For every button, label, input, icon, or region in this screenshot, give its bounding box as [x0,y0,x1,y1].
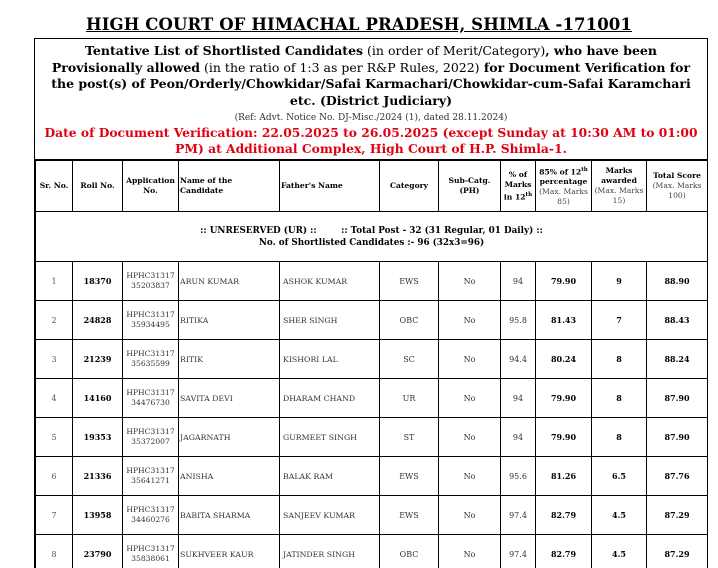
col-total [647,161,708,212]
cell-father: SHER SINGH [280,301,380,340]
application-no-part1: HPHC31317 [124,388,177,398]
application-no-part1: HPHC31317 [124,310,177,320]
advt-reference: (Ref: Advt. Notice No. DJ-Misc./2024 (1), dated 28.11.2024) [43,112,699,124]
cell-subcat: No [439,457,501,496]
cell-father: JATINDER SINGH [280,535,380,568]
cell-total: 87.90 [647,379,708,418]
court-title: HIGH COURT OF HIMACHAL PRADESH, SHIMLA -171001 [0,15,718,34]
table-row [36,340,708,379]
table-row [36,418,708,457]
cell-subcat: No [439,496,501,535]
cell-total: 88.24 [647,340,708,379]
cell-name: RITIK [179,340,280,379]
heading-part: , who have been Provisionally allowed [52,43,657,75]
cell-marks12: 97.4 [501,535,536,568]
cell-category: SC [380,340,439,379]
col-pct85-sub: (Max. Marks 85) [539,187,588,206]
col-marks12-label: % of Marks in 12 [504,170,532,202]
col-awarded [592,161,647,212]
cell-sr: 4 [36,379,73,418]
application-no-part2: 35203837 [124,281,177,291]
col-name: Name of the Candidate [179,161,280,212]
cell-total: 87.29 [647,496,708,535]
cell-awarded: 6.5 [592,457,647,496]
cell-roll: 23790 [73,535,123,568]
cell-father: BALAK RAM [280,457,380,496]
heading-part: (in the ratio of 1:3 as per R&P Rules, 2022) [200,60,480,75]
cell-sr: 7 [36,496,73,535]
list-header [35,39,707,160]
cell-awarded: 7 [592,301,647,340]
col-subcat: Sub-Catg. (PH) [439,161,501,212]
table-row [36,379,708,418]
col-awarded-sub: (Max. Marks 15) [595,186,644,205]
cell-pct85: 82.79 [536,496,592,535]
cell-pct85: 82.79 [536,535,592,568]
application-no-part2: 35635599 [124,359,177,369]
cell-pct85: 81.43 [536,301,592,340]
cell-roll: 21336 [73,457,123,496]
cell-awarded: 8 [592,340,647,379]
cell-name: SAVITA DEVI [179,379,280,418]
application-no-part2: 35372007 [124,437,177,447]
cell-total: 87.76 [647,457,708,496]
table-row [36,457,708,496]
cell-roll: 18370 [73,262,123,301]
cell-name: JAGARNATH [179,418,280,457]
cell-pct85: 79.90 [536,379,592,418]
cell-father: ASHOK KUMAR [280,262,380,301]
table-row [36,301,708,340]
cell-awarded: 4.5 [592,535,647,568]
cell-application [123,301,179,340]
application-no-part1: HPHC31317 [124,349,177,359]
list-heading [43,43,699,109]
table-row [36,262,708,301]
cell-name: SUKHVEER KAUR [179,535,280,568]
table-row [36,496,708,535]
application-no-part2: 34460276 [124,515,177,525]
col-awarded-label: Marks awarded [601,166,637,185]
cell-sr: 5 [36,418,73,457]
heading-part: (in order of Merit/Category) [363,43,545,58]
cell-marks12: 94.4 [501,340,536,379]
verification-notice: Date of Document Verification: 22.05.2025 to 26.05.2025 (except Sunday at 10:30 AM to 01:00 PM) at Additional Complex, High Court of H.P. Shimla-1. [43,125,699,157]
cell-name: ANISHA [179,457,280,496]
candidates-table [35,160,708,568]
cell-application [123,535,179,568]
cell-marks12: 94 [501,262,536,301]
cell-marks12: 94 [501,379,536,418]
cell-father: GURMEET SINGH [280,418,380,457]
cell-awarded: 8 [592,418,647,457]
cell-pct85: 79.90 [536,262,592,301]
heading-part: Tentative List of Shortlisted Candidates [85,43,363,58]
application-no-part2: 35641271 [124,476,177,486]
cell-roll: 13958 [73,496,123,535]
cell-father: KISHORI LAL [280,340,380,379]
cell-category: EWS [380,262,439,301]
cell-subcat: No [439,340,501,379]
col-total-sub: (Max. Marks 100) [653,181,702,200]
section-shortlisted-count: No. of Shortlisted Candidates :- 96 (32x3=96) [259,238,484,248]
col-sr: Sr. No. [36,161,73,212]
cell-sr: 2 [36,301,73,340]
cell-category: EWS [380,457,439,496]
cell-category: OBC [380,301,439,340]
col-application: Application No. [123,161,179,212]
cell-category: OBC [380,535,439,568]
cell-total: 87.29 [647,535,708,568]
heading-part: for Document Verification for the post(s) of Peon/Orderly/Chowkidar/Safai Karmachari/Chowkidar-cum-Safai Karamchari etc. (District Judiciary) [51,60,690,108]
col-pct85 [536,161,592,212]
cell-awarded: 8 [592,379,647,418]
cell-category: EWS [380,496,439,535]
cell-subcat: No [439,418,501,457]
col-marks12-sup: th [526,192,533,198]
cell-roll: 24828 [73,301,123,340]
col-category: Category [380,161,439,212]
cell-subcat: No [439,262,501,301]
cell-application [123,457,179,496]
cell-application [123,379,179,418]
col-total-label: Total Score [653,171,701,180]
cell-marks12: 94 [501,418,536,457]
cell-sr: 8 [36,535,73,568]
col-father: Father's Name [280,161,380,212]
cell-sr: 3 [36,340,73,379]
cell-subcat: No [439,535,501,568]
cell-application [123,262,179,301]
list-container [34,38,708,568]
cell-subcat: No [439,301,501,340]
application-no-part1: HPHC31317 [124,505,177,515]
cell-marks12: 95.6 [501,457,536,496]
application-no-part2: 34476730 [124,398,177,408]
section-header-row [36,212,708,262]
application-no-part1: HPHC31317 [124,544,177,554]
cell-awarded: 9 [592,262,647,301]
cell-roll: 14160 [73,379,123,418]
cell-sr: 1 [36,262,73,301]
cell-awarded: 4.5 [592,496,647,535]
section-header [36,212,708,262]
col-pct85-sup: th [581,167,588,173]
cell-pct85: 80.24 [536,340,592,379]
application-no-part1: HPHC31317 [124,427,177,437]
section-total-post: :: Total Post - 32 (31 Regular, 01 Daily) :: [341,226,543,236]
table-row [36,535,708,568]
cell-category: UR [380,379,439,418]
cell-name: RITIKA [179,301,280,340]
cell-total: 88.90 [647,262,708,301]
cell-application [123,418,179,457]
col-pct85-label: 85% of 12 [539,167,581,176]
cell-pct85: 79.90 [536,418,592,457]
table-header-row [36,161,708,212]
cell-roll: 19353 [73,418,123,457]
application-no-part2: 35838061 [124,554,177,564]
cell-pct85: 81.26 [536,457,592,496]
application-no-part2: 35934495 [124,320,177,330]
cell-name: BABITA SHARMA [179,496,280,535]
application-no-part1: HPHC31317 [124,271,177,281]
cell-roll: 21239 [73,340,123,379]
application-no-part1: HPHC31317 [124,466,177,476]
cell-father: DHARAM CHAND [280,379,380,418]
col-marks12 [501,161,536,212]
cell-application [123,340,179,379]
cell-marks12: 97.4 [501,496,536,535]
col-pct85-label2: percentage [540,177,588,186]
cell-subcat: No [439,379,501,418]
section-category: :: UNRESERVED (UR) :: [200,226,316,236]
cell-father: SANJEEV KUMAR [280,496,380,535]
cell-marks12: 95.8 [501,301,536,340]
cell-total: 87.90 [647,418,708,457]
cell-application [123,496,179,535]
cell-sr: 6 [36,457,73,496]
cell-category: ST [380,418,439,457]
cell-total: 88.43 [647,301,708,340]
col-roll: Roll No. [73,161,123,212]
cell-name: ARUN KUMAR [179,262,280,301]
